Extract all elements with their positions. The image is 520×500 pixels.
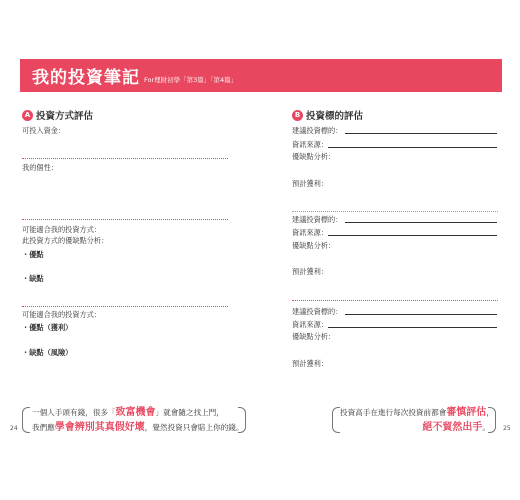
footer-quote-right	[340, 405, 494, 435]
section-a-badge: A	[22, 110, 33, 121]
target-label: 建議投資標的：	[292, 307, 343, 316]
target-label: 建議投資標的：	[292, 126, 343, 135]
expected-profit-label: 預計獲利：	[292, 267, 328, 276]
quote-line	[340, 405, 494, 420]
pros-cons-analysis-label: 此投資方式的優缺點分析：	[22, 236, 109, 245]
footer-quote-left	[32, 405, 244, 435]
target-fill-line[interactable]	[345, 133, 497, 134]
cons-label: ・缺點	[22, 274, 44, 283]
analysis-label: 優缺點分析：	[292, 241, 336, 250]
suitable-method-label: 可能適合我的投資方式：	[22, 225, 102, 234]
pros-label: ・優點	[22, 250, 44, 259]
divider	[22, 219, 228, 220]
source-label: 資訊來源：	[292, 228, 328, 237]
source-label: 資訊來源：	[292, 140, 328, 149]
divider	[22, 158, 228, 159]
quote-text: ，覺然投資只會賠上你的錢。	[144, 423, 244, 432]
quote-text: 投資高手在進行每次投資前都會	[340, 408, 447, 417]
analysis-label: 優缺點分析：	[292, 152, 336, 161]
quote-highlight: 致富機會	[115, 407, 156, 418]
quote-highlight: 絕不貿然出手	[422, 422, 483, 433]
page-number-right: 25	[503, 425, 511, 432]
target-fill-line[interactable]	[345, 222, 497, 223]
page-subtitle: For理財初學「第3篇」「第4篇」	[144, 75, 238, 84]
source-fill-line[interactable]	[328, 235, 497, 236]
personality-label: 我的個性：	[22, 163, 58, 172]
investable-funds-label: 可投入資金：	[22, 126, 66, 135]
source-fill-line[interactable]	[328, 147, 497, 148]
quote-bracket-left	[22, 407, 30, 433]
section-a-title: 投資方式評估	[36, 111, 94, 122]
quote-text: 。	[482, 423, 490, 432]
section-b-title: 投資標的評估	[306, 111, 364, 122]
quote-line	[32, 405, 244, 420]
page-number-left: 24	[10, 425, 18, 432]
analysis-label: 優缺點分析：	[292, 332, 336, 341]
quote-line	[340, 420, 490, 435]
header-banner	[20, 59, 502, 92]
cons-risk-label: ・缺點（風險）	[22, 348, 73, 357]
quote-highlight: 學會辨別其真假好壞	[54, 422, 145, 433]
quote-text: 一個人手頭有錢，很多「	[32, 408, 116, 417]
divider	[22, 306, 228, 307]
pros-profit-label: ・優點（獲利）	[22, 323, 73, 332]
section-b-heading	[292, 108, 363, 122]
quote-bracket-left	[332, 407, 340, 433]
section-b-badge: B	[292, 110, 303, 121]
suitable-method-label-2: 可能適合我的投資方式：	[22, 310, 102, 319]
divider	[292, 211, 498, 212]
expected-profit-label: 預計獲利：	[292, 179, 328, 188]
quote-highlight: 審慎評估	[446, 407, 487, 418]
quote-text: ，	[486, 408, 494, 417]
section-a-heading	[22, 108, 93, 122]
expected-profit-label: 預計獲利：	[292, 359, 328, 368]
quote-text: 我們應	[32, 423, 55, 432]
quote-text: 」就會隨之找上門，	[155, 408, 224, 417]
source-label: 資訊來源：	[292, 320, 328, 329]
target-fill-line[interactable]	[345, 314, 497, 315]
source-fill-line[interactable]	[328, 327, 497, 328]
page-title: 我的投資筆記	[32, 68, 140, 88]
target-label: 建議投資標的：	[292, 215, 343, 224]
divider	[292, 300, 498, 301]
quote-line	[32, 420, 244, 435]
